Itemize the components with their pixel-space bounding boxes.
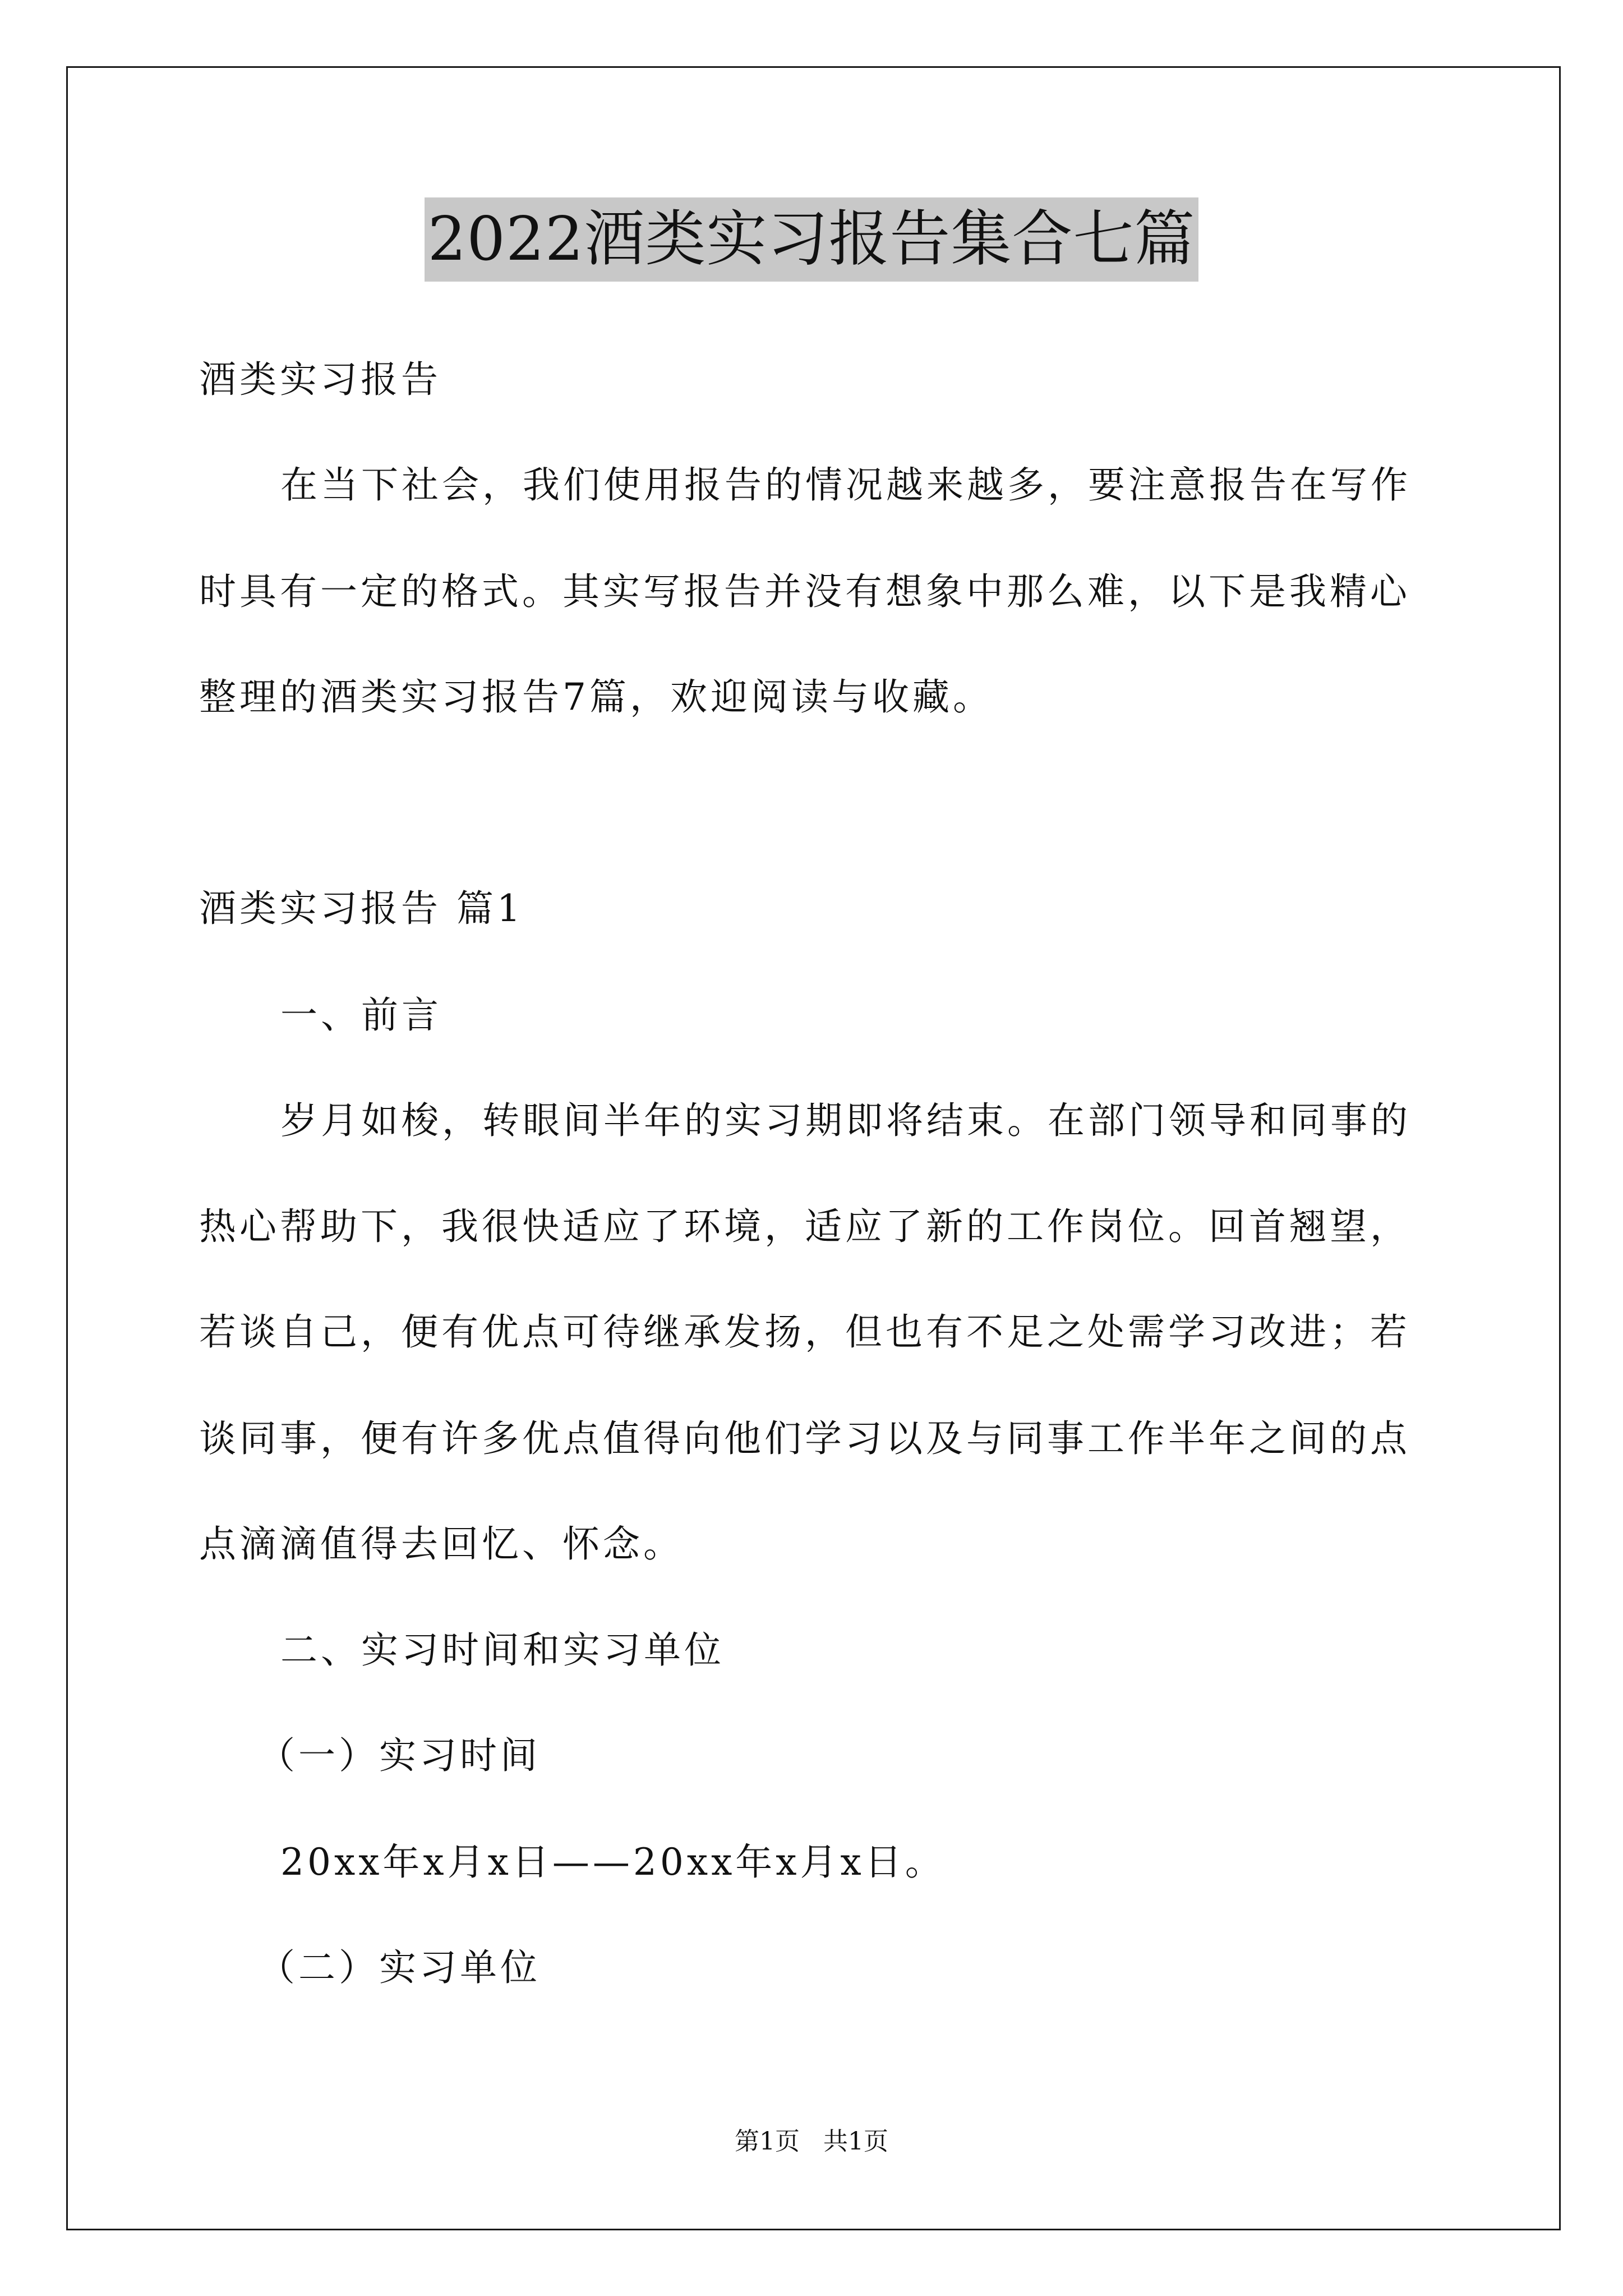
- section-heading: 酒类实习报告 篇1: [199, 887, 524, 930]
- paragraph-line: 若谈自己，便有优点可待继承发扬，但也有不足之处需学习改进；若: [199, 1310, 1410, 1354]
- paragraph-line: 谈同事，便有许多优点值得向他们学习以及与同事工作半年之间的点: [199, 1417, 1410, 1460]
- section-heading: 酒类实习报告: [199, 358, 441, 401]
- paragraph-line: 20xx年x月x日——20xx年x月x日。: [280, 1841, 946, 1884]
- subsection-heading: （一）实习时间: [258, 1734, 541, 1777]
- paragraph-line: 点滴滴值得去回忆、怀念。: [199, 1522, 684, 1566]
- paragraph-line: 岁月如梭，转眼间半年的实习期即将结束。在部门领导和同事的: [280, 1099, 1411, 1142]
- subsection-heading: （二）实习单位: [258, 1946, 541, 1989]
- paragraph-line: 热心帮助下，我很快适应了环境，适应了新的工作岗位。回首翘望，: [199, 1205, 1410, 1248]
- paragraph-line: 整理的酒类实习报告7篇，欢迎阅读与收藏。: [199, 675, 993, 719]
- paragraph-line: 在当下社会，我们使用报告的情况越来越多，要注意报告在写作: [280, 463, 1411, 507]
- paragraph-line: 时具有一定的格式。其实写报告并没有想象中那么难，以下是我精心: [199, 570, 1410, 613]
- subsection-heading: 一、前言: [280, 993, 442, 1037]
- page-footer: 第1页 共1页: [735, 2127, 888, 2156]
- document-title: 2022酒类实习报告集合七篇: [425, 197, 1199, 282]
- title-container: [0, 197, 1623, 282]
- subsection-heading: 二、实习时间和实习单位: [280, 1628, 725, 1672]
